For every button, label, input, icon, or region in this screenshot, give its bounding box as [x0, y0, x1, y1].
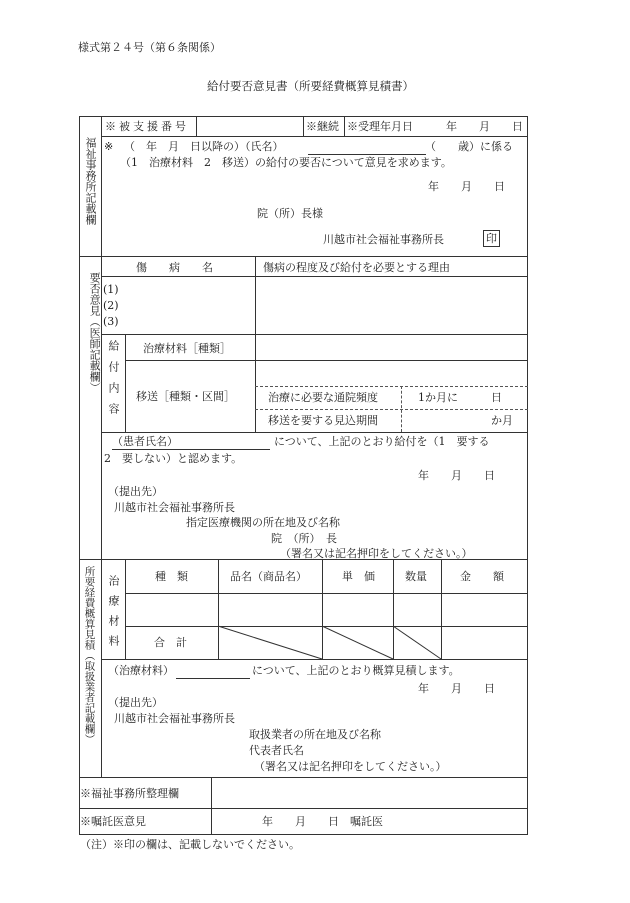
- advisor-opinion-label: ※嘱託医意見: [80, 815, 146, 828]
- transport-period-label: 移送を要する見込期間: [268, 414, 378, 427]
- seal-box: 印: [483, 230, 500, 247]
- office-row-divider: [211, 777, 212, 808]
- welfare-section-label: 福祉事務所記載欄: [84, 137, 97, 225]
- estimate-section-label: 所要経費概算見積（取扱業者記載欄）: [83, 566, 96, 745]
- estimate-statement: について、上記のとおり概算見積します。: [252, 664, 460, 677]
- opinion-submit-to: 川越市社会福祉事務所長: [114, 501, 235, 514]
- welfare-request-date: 年 月 日: [428, 180, 505, 193]
- office-section-label: ※福祉事務所整理欄: [80, 787, 179, 800]
- estimate-header-unit-price: 単 価: [342, 570, 375, 583]
- visit-frequency-value: 1か月に 日: [418, 391, 502, 404]
- request-age: （ 歳）に係る: [425, 140, 513, 153]
- case-number-label: ※被支援番号: [105, 120, 189, 133]
- reason-header: 傷病の程度及び給付を必要とする理由: [263, 261, 450, 274]
- form-title: 給付要否意見書（所要経費概算見積書）: [207, 79, 414, 93]
- estimate-material-prefix: （治療材料）: [108, 664, 174, 677]
- estimate-material-underline: [176, 678, 250, 679]
- material-type-label: 治療材料［種類］: [143, 342, 231, 355]
- diagonal-quantity: [393, 626, 441, 659]
- advisor-row-divider: [211, 808, 212, 834]
- director-label: 院 （所） 長: [271, 532, 337, 545]
- continuation-label: ※継続: [306, 120, 339, 133]
- form-number: 様式第２４号（第６条関係）: [78, 41, 221, 54]
- opinion-statement-2: 2 要しない）と認めます。: [104, 452, 243, 465]
- visit-frequency-label: 治療に必要な通院頻度: [268, 391, 378, 404]
- opinion-statement-1: について、上記のとおり給付を（1 要する: [274, 435, 490, 448]
- request-line-2: （1 治療材料 2 移送）の給付の要否について意見を求めます。: [120, 156, 452, 169]
- diagonal-product: [218, 626, 322, 659]
- disease-number-2: (2): [103, 299, 119, 312]
- request-mark: ※: [104, 140, 114, 153]
- opinion-section-label: 要否意見（医師記載欄）: [88, 272, 102, 393]
- transport-label: 移送［種類・区間］: [136, 390, 235, 403]
- request-line-1: （ 年 月 日以降の）（氏名）: [124, 140, 284, 153]
- opinion-submit-label: （提出先）: [108, 485, 163, 498]
- addressee: 院（所）長様: [257, 207, 323, 220]
- patient-name-label: （患者氏名）: [112, 435, 178, 448]
- sender: 川越市社会福祉事務所長: [323, 233, 444, 246]
- estimate-submit-to: 川越市社会福祉事務所長: [114, 712, 235, 725]
- received-date: 年 月 日: [446, 120, 523, 133]
- footer-note: （注）※印の欄は、記載しないでください。: [80, 838, 300, 851]
- estimate-header-type: 種 類: [155, 570, 188, 583]
- medical-institution-label: 指定医療機関の所在地及び名称: [186, 516, 340, 529]
- disease-number-1: (1): [103, 283, 119, 296]
- estimate-header-quantity: 数量: [405, 570, 427, 583]
- opinion-date: 年 月 日: [418, 469, 495, 482]
- opinion-sign-note: （署名又は記名押印をしてください。）: [280, 547, 473, 560]
- material-vertical-label: 治療材料: [107, 575, 120, 655]
- received-date-label: ※受理年月日: [347, 120, 413, 133]
- estimate-header-product: 品名（商品名）: [230, 570, 307, 583]
- estimate-sign-note: （署名又は記名押印をしてください。）: [254, 760, 447, 773]
- diagonal-unit-price: [322, 626, 393, 659]
- estimate-total-label: 合 計: [154, 636, 187, 649]
- disease-name-header: 傷 病 名: [136, 261, 213, 274]
- estimate-header-amount: 金 額: [460, 570, 504, 583]
- estimate-date: 年 月 日: [418, 682, 495, 695]
- transport-period-value: か月: [491, 414, 513, 427]
- representative-label: 代表者氏名: [249, 744, 304, 757]
- content-label: 給付内容: [107, 340, 120, 424]
- disease-number-3: (3): [103, 315, 119, 328]
- advisor-date: 年 月 日 嘱託医: [262, 815, 383, 828]
- vendor-address-label: 取扱業者の所在地及び名称: [249, 728, 381, 741]
- estimate-submit-label: （提出先）: [108, 696, 163, 709]
